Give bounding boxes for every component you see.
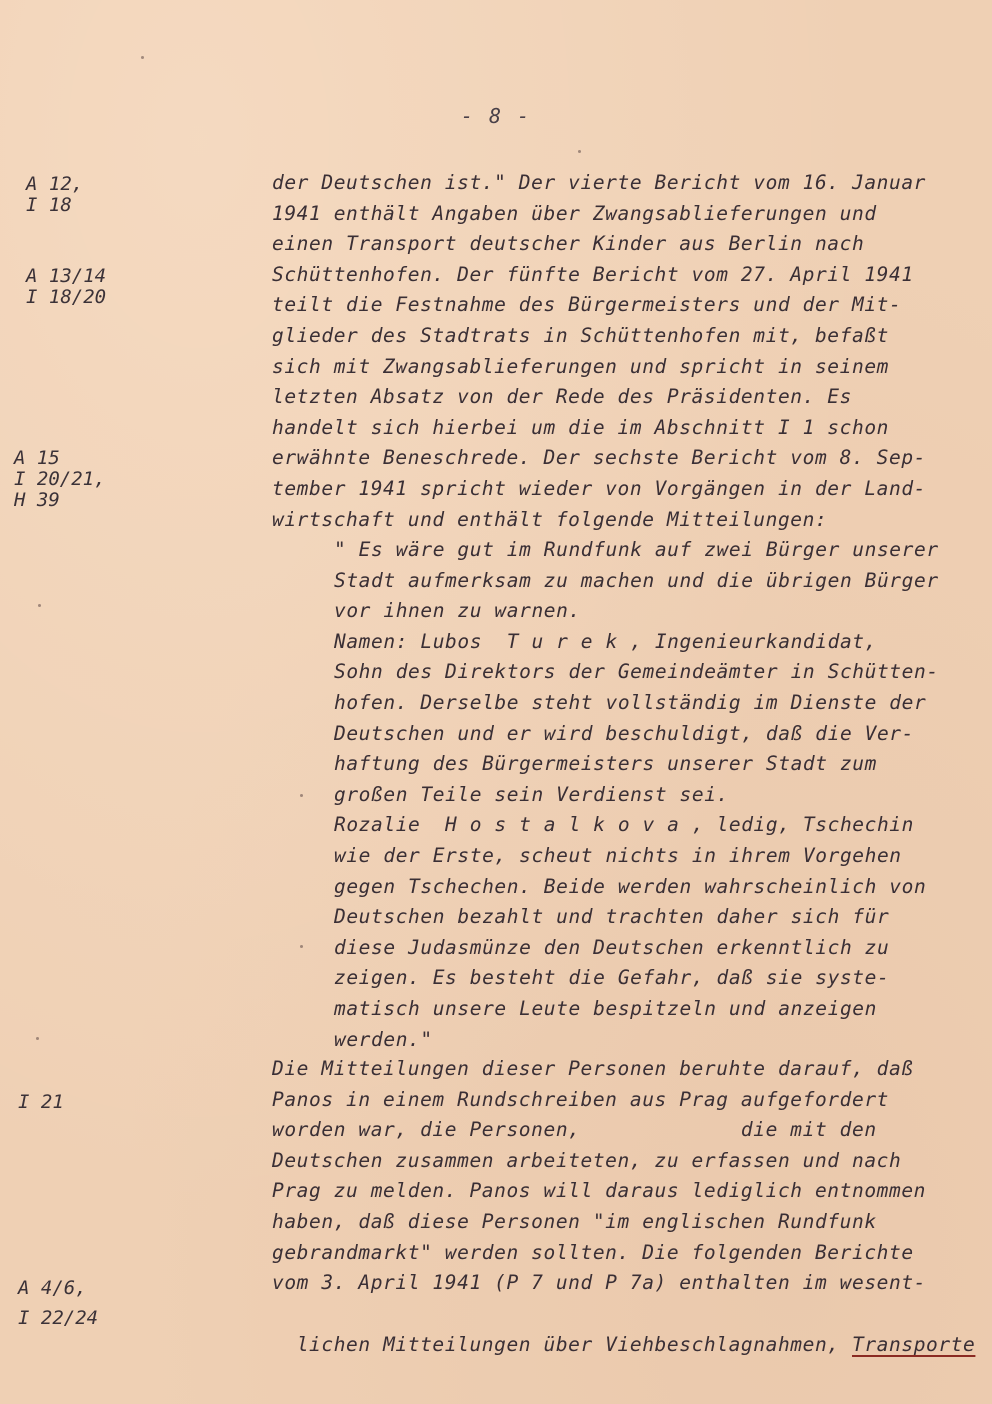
text-line: großen Teile sein Verdienst sei. [334,782,729,806]
margin-note-line: A 15 [14,447,60,469]
paper-speck [36,1037,39,1040]
text-line: glieder des Stadtrats in Schüttenhofen mit, befaßt [272,323,889,347]
text-line: der Deutschen ist." Der vierte Bericht vom 16. Januar [272,171,927,194]
margin-note-a13 [26,266,106,308]
text-line: Prag zu melden. Panos will daraus lediglich entnommen [272,1179,927,1203]
margin-note-line: A 4/6, [18,1277,87,1299]
paper-speck [300,945,303,948]
paper-speck [141,56,144,59]
margin-note-line: A 13/14 [26,265,107,287]
paper-speck [578,150,581,153]
margin-note-a4 [18,1278,98,1329]
text-line: Stadt aufmerksam zu machen und die übrigen Bürger [334,568,939,592]
text-line: Rozalie H o s t a l k o v a , ledig, Tschechin [334,813,914,837]
text-line: Sohn des Direktors der Gemeindeämter in Schütten- [334,660,939,684]
text-line: werden." [334,1027,433,1051]
text-line: gebrandmarkt" werden sollten. Die folgenden Berichte [272,1240,914,1264]
text-line: worden war, die Personen, die mit den [272,1118,877,1142]
text-line: " Es wäre gut im Rundfunk auf zwei Bürger unserer [334,538,939,561]
text-line: wirtschaft und enthält folgende Mitteilungen: [272,507,828,531]
text-line: 1941 enthält Angaben über Zwangsablieferungen und [272,201,877,225]
text-line: matisch unsere Leute bespitzeln und anzeigen [334,996,877,1020]
margin-note-line: H 39 [14,489,60,511]
text-line: Panos in einem Rundschreiben aus Prag aufgefordert [272,1087,889,1111]
text-line: haftung des Bürgermeisters unserer Stadt zum [334,752,877,776]
margin-note-line: I 18/20 [26,286,107,308]
paper-speck [300,794,303,797]
margin-note-a15 [14,448,106,511]
text-line: teilt die Festnahme des Bürgermeisters und der Mit- [272,293,902,317]
text-line: wie der Erste, scheut nichts in ihrem Vorgehen [334,843,902,867]
paragraph-2 [272,1054,926,1299]
text-line: einen Transport deutscher Kinder aus Berlin nach [272,232,865,256]
underlined-word: Transporte [852,1332,976,1356]
text-line: vom 3. April 1941 (P 7 und P 7a) enthalten im wesent- [272,1271,927,1295]
quoted-report [334,535,939,1055]
text-line: vor ihnen zu warnen. [334,599,581,623]
paragraph-1 [272,168,926,535]
page-number: - 8 - [460,104,532,128]
text-line: Schüttenhofen. Der fünfte Bericht vom 27. April 1941 [272,262,914,286]
text-line: Deutschen zusammen arbeiteten, zu erfassen und nach [272,1148,902,1172]
text-line: Deutschen bezahlt und trachten daher sich für [334,905,890,929]
text-line: Deutschen und er wird beschuldigt, daß die Ver- [334,721,914,745]
text-line: erwähnte Beneschrede. Der sechste Bericht vom 8. Sep- [272,446,927,470]
margin-note-line: I 20/21, [14,468,106,490]
paper-speck [38,604,41,607]
last-line [272,1299,975,1360]
text-line: diese Judasmünze den Deutschen erkenntlich zu [334,935,890,959]
last-line-text: lichen Mitteilungen über Viehbeschlagnahmen, [296,1332,852,1356]
margin-note-line: A 12, [26,173,84,195]
text-line: handelt sich hierbei um die im Abschnitt I 1 schon [272,415,889,439]
text-line: tember 1941 spricht wieder von Vorgängen in der Land- [272,476,927,500]
text-line: hofen. Derselbe steht vollständig im Dienste der [334,690,927,714]
text-line: gegen Tschechen. Beide werden wahrscheinlich von [334,874,927,898]
margin-note-line: I 21 [18,1091,64,1113]
margin-note-line: I 22/24 [18,1307,99,1329]
text-line: Namen: Lubos T u r e k , Ingenieurkandidat, [334,629,877,653]
text-line: letzten Absatz von der Rede des Präsidenten. Es [272,385,852,409]
margin-note-a12 [26,174,83,216]
text-line: Die Mitteilungen dieser Personen beruhte darauf, daß [272,1057,914,1080]
margin-note-line: I 18 [26,194,72,216]
margin-note-i21 [18,1092,64,1113]
text-line: haben, daß diese Personen "im englischen Rundfunk [272,1209,877,1233]
text-line: zeigen. Es besteht die Gefahr, daß sie syste- [334,966,890,990]
text-line: sich mit Zwangsablieferungen und spricht in seinem [272,354,889,378]
